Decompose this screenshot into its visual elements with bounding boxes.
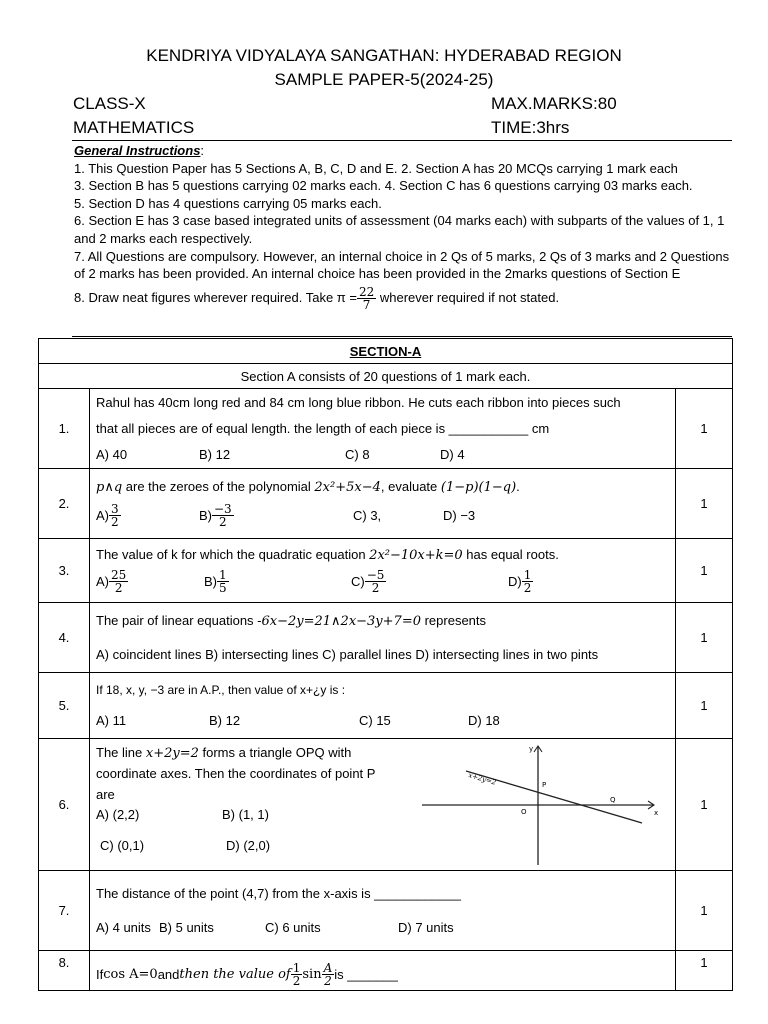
question-marks: 1 [676,539,733,603]
question-content: The pair of linear equations -6x−2y=21∧2x−3y+7=0 represents A) coincident lines B) intersecting lines C) parallel lines D) intersecting lines in two pints [90,603,676,673]
question-content: The line x+2y=2 forms a triangle OPQ with coordinate axes. Then the coordinates of point P are A) (2,2) B) (1, 1) C) (0,1) D) (2,0) x+2y=2 P O Q x y [90,739,676,871]
question-marks: 1 [676,871,733,951]
question-number: 7. [39,871,90,951]
option-a: A) $\frac{25}{2}$ [96,568,127,595]
question-marks: 1 [676,673,733,739]
option-d: D) −3 [443,508,476,523]
instructions-rule [72,336,732,337]
header-rule [72,140,732,141]
question-row-8 [39,951,733,991]
question-number: 1. [39,389,90,469]
options: A) coincident lines B) intersecting lines C) parallel lines D) intersecting lines in two pints [96,647,599,662]
question-number: 4. [39,603,90,673]
time-label: TIME:3hrs [491,118,570,137]
option-b: B) (1, 1) [222,807,269,822]
question-row-3 [39,539,733,603]
question-row-6 [39,739,733,871]
graph-point-p: P [542,780,547,789]
graph-line-label: x+2y=2 [467,770,498,787]
option-d: D) $\frac{1}{2}$ [508,568,532,595]
option-a: A) 4 units [96,920,151,935]
instruction-line: 7. All Questions are compulsory. However, an internal choice in 2 Qs of 5 marks, 2 Qs of 3 marks and 2 Questions of 2 marks has been provided. An internal choice has been provided in the 2marks questions of Section E [74,248,730,282]
instruction-line: 5. Section D has 4 questions carrying 05 marks each. [74,195,382,211]
options [96,447,669,462]
option-c: C) 3, [353,508,382,523]
question-number: 5. [39,673,90,739]
graph-point-q: Q [610,795,616,804]
option-c: C) $\frac{-5}{2}$ [351,568,385,595]
question-marks: 1 [676,603,733,673]
option-a: A) 11 [96,713,127,728]
pi-fraction: $\frac{22}{7}$ [358,284,375,312]
graph-figure [418,743,660,867]
option-d: D) (2,0) [226,837,271,853]
options [96,503,669,528]
options [96,920,669,935]
instruction-line: 1. This Question Paper has 5 Sections A, B, C, D and E. 2. Section A has 20 MCQs carrying 1 mark each [74,160,678,176]
option-d: D) 7 units [398,920,454,935]
section-title: SECTION-A [39,339,733,364]
option-c: C) 8 [345,447,370,462]
instruction-line: 3. Section B has 5 questions carrying 02 marks each. 4. Section C has 6 questions carrying 03 marks each. [74,178,693,194]
options [96,713,669,728]
question-content: p∧q are the zeroes of the polynomial 2x²+5x−4, evaluate (1−p)(1−q). A) $\frac{3}{2}$ B) $\frac{-3}{2}$ C) 3, D) −3 [90,469,676,539]
question-content: The value of k for which the quadratic equation 2x²−10x+k=0 has equal roots. A) $\frac{25}{2}$ B) $\frac{1}{5}$ C) $\frac{-5}{2}$ D) $\frac{1}{2}$ [90,539,676,603]
question-marks: 1 [676,469,733,539]
question-row-4 [39,603,733,673]
option-a: A) $\frac{3}{2}$ [96,502,119,529]
line-graph [418,743,660,867]
option-c: C) 15 [359,713,391,728]
question-marks: 1 [676,389,733,469]
class-label: CLASS-X [73,94,146,113]
question-marks: 1 [676,951,733,991]
question-marks: 1 [676,739,733,871]
graph-y-label: y [529,744,534,753]
question-content: If cos A=0 and then the value of $\frac{1}{2}$ sin $\frac{A}{2}$ is _______ [90,951,676,991]
option-b: B) $\frac{1}{5}$ [204,568,227,595]
header-paper: SAMPLE PAPER-5(2024-25) [274,70,494,89]
instructions [74,142,736,311]
question-number: 2. [39,469,90,539]
header-region: KENDRIYA VIDYALAYA SANGATHAN: HYDERABAD REGION [146,46,622,65]
max-marks: MAX.MARKS:80 [491,94,617,113]
option-c: C) 6 units [265,920,321,935]
subject-label: MATHEMATICS [73,118,195,137]
graph-point-o: O [521,807,527,816]
question-content: The distance of the point (4,7) from the x-axis is ____________ A) 4 units B) 5 units C) 6 units D) 7 units [90,871,676,951]
question-number: 3. [39,539,90,603]
instructions-title: General Instructions: [74,143,205,158]
question-content: Rahul has 40cm long red and 84 cm long blue ribbon. He cuts each ribbon into pieces such that all pieces are of equal length. the length of each piece is ___________ cm A) 40 B) 12 C) 8 D) 4 [90,389,676,469]
section-subtitle: Section A consists of 20 questions of 1 mark each. [39,364,733,389]
options [96,569,669,594]
instruction-line-8: 8. Draw neat figures wherever required. Take π = $\frac{22}{7}$ wherever required if not stated. [74,284,560,312]
option-b: B) $\frac{-3}{2}$ [199,502,232,529]
question-content: If 18, x, y, −3 are in A.P., then value of x+¿y is : A) 11 B) 12 C) 15 D) 18 [90,673,676,739]
question-number: 6. [39,739,90,871]
option-a: A) 40 [96,447,128,462]
option-d: D) 18 [468,713,500,728]
option-a: A) (2,2) [96,807,140,822]
option-b: B) 12 [199,447,231,462]
question-row-1 [39,389,733,469]
question-table [38,338,733,991]
instruction-line: 6. Section E has 3 case based integrated units of assessment (04 marks each) with subparts of the values of 1, 1 and 2 marks each respectively. [74,213,725,246]
question-row-2 [39,469,733,539]
option-d: D) 4 [440,447,465,462]
option-b: B) 5 units [159,920,214,935]
option-c: C) (0,1) [100,837,145,853]
question-row-7 [39,871,733,951]
question-row-5 [39,673,733,739]
graph-x-label: x [654,808,659,817]
options [96,805,418,826]
option-b: B) 12 [209,713,241,728]
question-number: 8. [39,951,90,991]
